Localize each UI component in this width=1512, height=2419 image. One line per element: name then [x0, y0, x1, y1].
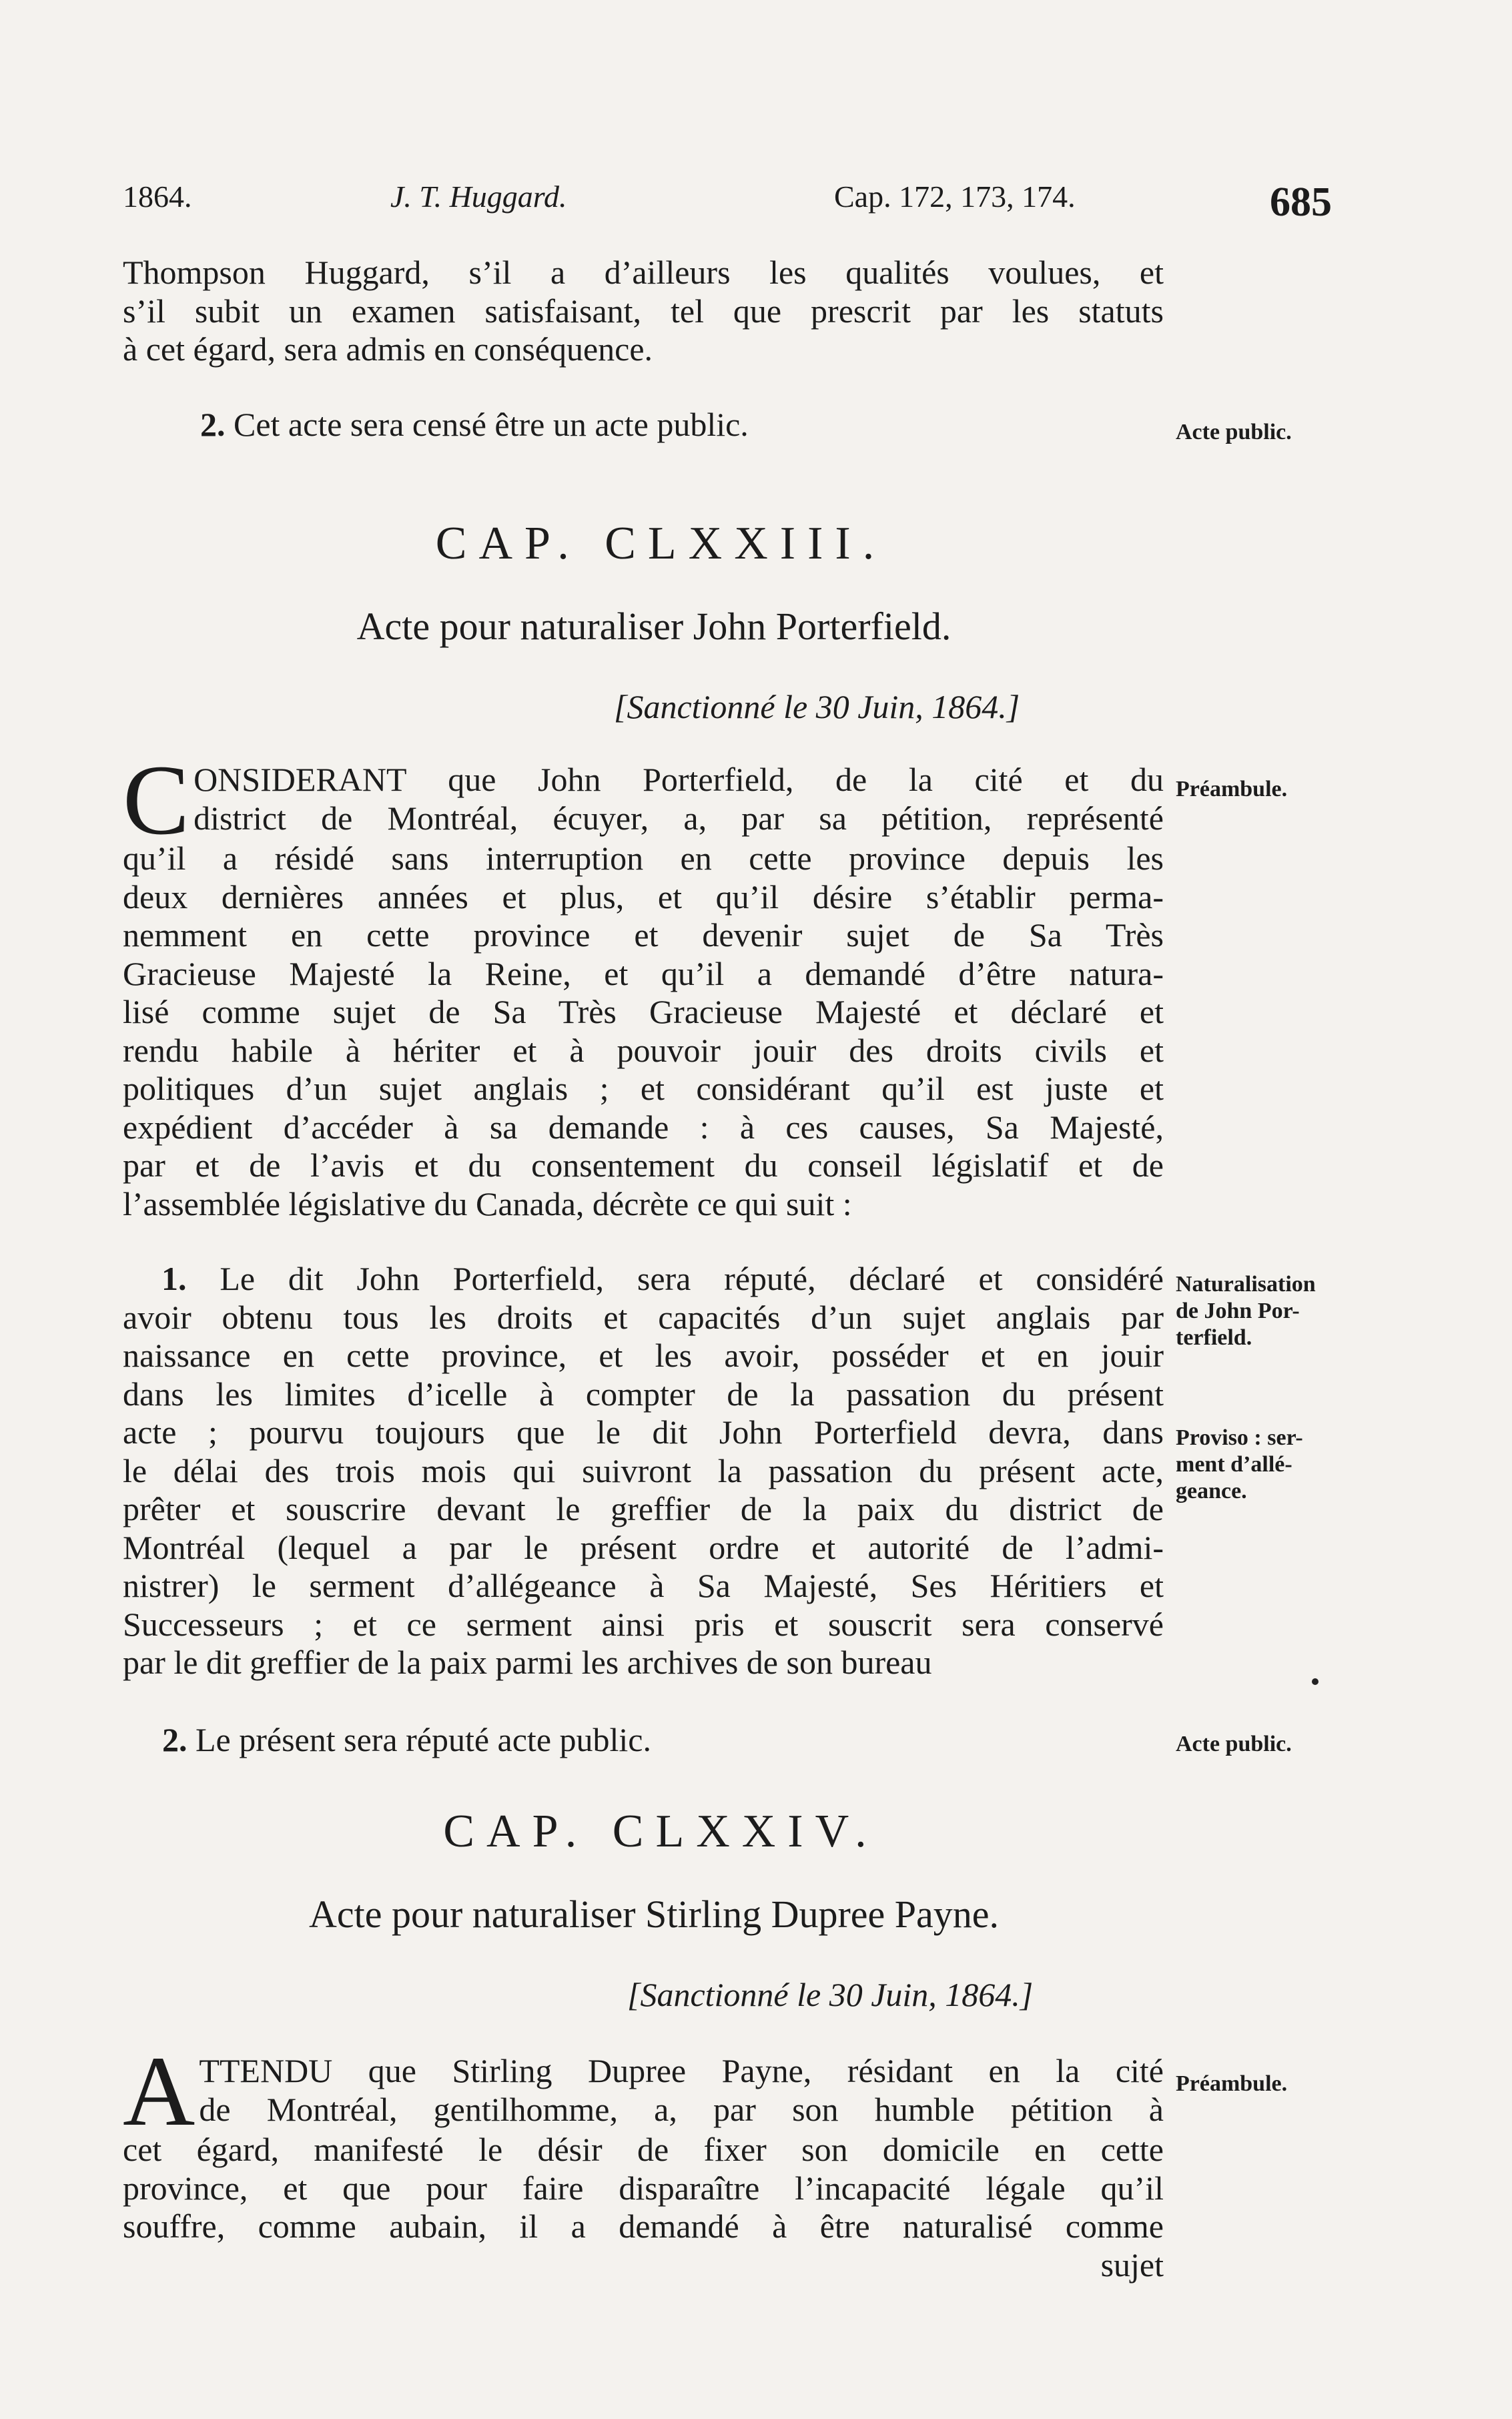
header-year: 1864. — [123, 180, 192, 214]
text-line: s’il subit un examen satisfaisant, tel que prescrit par les statuts — [123, 292, 1164, 330]
preamble-174 — [123, 2036, 1164, 2284]
text-line: l’assemblée législative du Canada, décrète ce qui suit : — [123, 1184, 852, 1223]
catchword: sujet — [1100, 2245, 1164, 2284]
text-line: rendu habile à hériter et à pouvoir jouir des droits civils et — [123, 1031, 1164, 1069]
section-text: Le dit John Porterfield, sera réputé, déclaré et considéré — [220, 1260, 1164, 1297]
section-1-173 — [123, 1260, 1164, 1682]
text-line: TTENDU que Stirling Dupree Payne, résidant en la cité — [199, 2052, 1164, 2089]
section-number: 2. — [200, 406, 226, 443]
text-line: acte ; pourvu toujours que le dit John Porterfield devra, dans — [123, 1413, 1164, 1451]
header-chapters: Cap. 172, 173, 174. — [834, 180, 1076, 214]
margin-note-proviso — [1176, 1425, 1376, 1505]
text-line: le délai des trois mois qui suivront la passation du présent acte, — [123, 1451, 1164, 1489]
chapter-title-174 — [0, 1805, 1512, 1858]
margin-note-preambule: Préambule. — [1176, 777, 1288, 801]
text-line: par le dit greffier de la paix parmi les archives de son bureau — [123, 1644, 932, 1681]
section-text: Cet acte sera censé être un acte public. — [234, 406, 749, 443]
section-2-previous — [200, 405, 749, 444]
text-line: lisé comme sujet de Sa Très Gracieuse Majesté et déclaré et — [123, 993, 1164, 1030]
page-number: 685 — [1270, 180, 1332, 225]
text-line: nistrer) le serment d’allégeance à Sa Majesté, Ses Héritiers et — [123, 1567, 1164, 1604]
sanction-date-173: [Sanctionné le 30 Juin, 1864.] — [614, 688, 1020, 725]
margin-line: ment d’allé- — [1176, 1452, 1292, 1477]
text-line: district de Montréal, écuyer, a, par sa pétition, représenté — [194, 799, 1164, 837]
text-line: deux dernières années et plus, et qu’il désire s’établir perma- — [123, 878, 1164, 916]
margin-line: de John Por- — [1176, 1299, 1300, 1323]
text-line: politiques d’un sujet anglais ; et considérant qu’il est juste et — [123, 1070, 1164, 1107]
margin-line: geance. — [1176, 1479, 1247, 1503]
text-line: à cet égard, sera admis en conséquence. — [123, 330, 653, 368]
chapter-title-text: CAP. CLXXIV. — [443, 1806, 879, 1857]
margin-line: Proviso : ser- — [1176, 1425, 1303, 1450]
text-line: avoir obtenu tous les droits et capacités d’un sujet anglais par — [123, 1298, 1164, 1336]
section-number: 1. — [161, 1260, 187, 1297]
text-line: naissance en cette province, et les avoir, posséder et en jouir — [123, 1337, 1164, 1374]
margin-line: terfield. — [1176, 1325, 1252, 1350]
drop-cap: A — [123, 2036, 196, 2147]
sanction-date-174: [Sanctionné le 30 Juin, 1864.] — [627, 1976, 1034, 2013]
text-line: expédient d’accéder à sa demande : à ces causes, Sa Majesté, — [123, 1108, 1164, 1146]
text-line — [123, 1260, 1164, 1299]
chapter-title-173 — [0, 517, 1512, 571]
act-title-174: Acte pour naturaliser Stirling Dupree Payne. — [308, 1892, 1000, 1936]
text-line: prêter et souscrire devant le greffier de la paix du district de — [123, 1490, 1164, 1527]
margin-note-acte-public: Acte public. — [1176, 420, 1292, 444]
text-line: province, et que pour faire disparaître l’incapacité légale qu’il — [123, 2169, 1164, 2207]
text-line: Successeurs ; et ce serment ainsi pris et souscrit sera conservé — [123, 1605, 1164, 1643]
chapter-title-text: CAP. CLXXIII. — [435, 518, 887, 569]
header-running-title: J. T. Huggard. — [390, 180, 567, 214]
section-number: 2. — [162, 1721, 187, 1758]
act-title-173: Acte pour naturaliser John Porterfield. — [356, 605, 952, 648]
section-2-173 — [162, 1720, 651, 1759]
text-line: dans les limites d’icelle à compter de la passation du présent — [123, 1375, 1164, 1413]
ink-dot — [1312, 1678, 1318, 1685]
margin-note-naturalisation — [1176, 1271, 1376, 1351]
text-line: Gracieuse Majesté la Reine, et qu’il a demandé d’être natura- — [123, 954, 1164, 992]
margin-line: Naturalisation — [1176, 1272, 1316, 1297]
text-line: nemment en cette province et devenir sujet de Sa Très — [123, 916, 1164, 954]
text-line: par et de l’avis et du consentement du conseil législatif et de — [123, 1146, 1164, 1184]
drop-cap: C — [123, 745, 190, 855]
text-line: cet égard, manifesté le désir de fixer son domicile en cette — [123, 2131, 1164, 2168]
continuation-paragraph — [123, 254, 1164, 369]
text-line: de Montréal, gentilhomme, a, par son humble pétition à — [199, 2090, 1164, 2128]
margin-note-preambule-2: Préambule. — [1176, 2071, 1288, 2096]
text-line: souffre, comme aubain, il a demandé à être naturalisé comme — [123, 2207, 1164, 2245]
text-line: Thompson Huggard, s’il a d’ailleurs les qualités voulues, et — [123, 254, 1164, 291]
margin-note-acte-public-2: Acte public. — [1176, 1732, 1292, 1756]
text-line: Montréal (lequel a par le présent ordre et autorité de l’admi- — [123, 1528, 1164, 1566]
preamble-173 — [123, 745, 1164, 1223]
text-line: qu’il a résidé sans interruption en cette province depuis les — [123, 839, 1164, 877]
section-text: Le présent sera réputé acte public. — [196, 1721, 651, 1758]
text-line: ONSIDERANT que John Porterfield, de la cité et du — [194, 761, 1164, 798]
